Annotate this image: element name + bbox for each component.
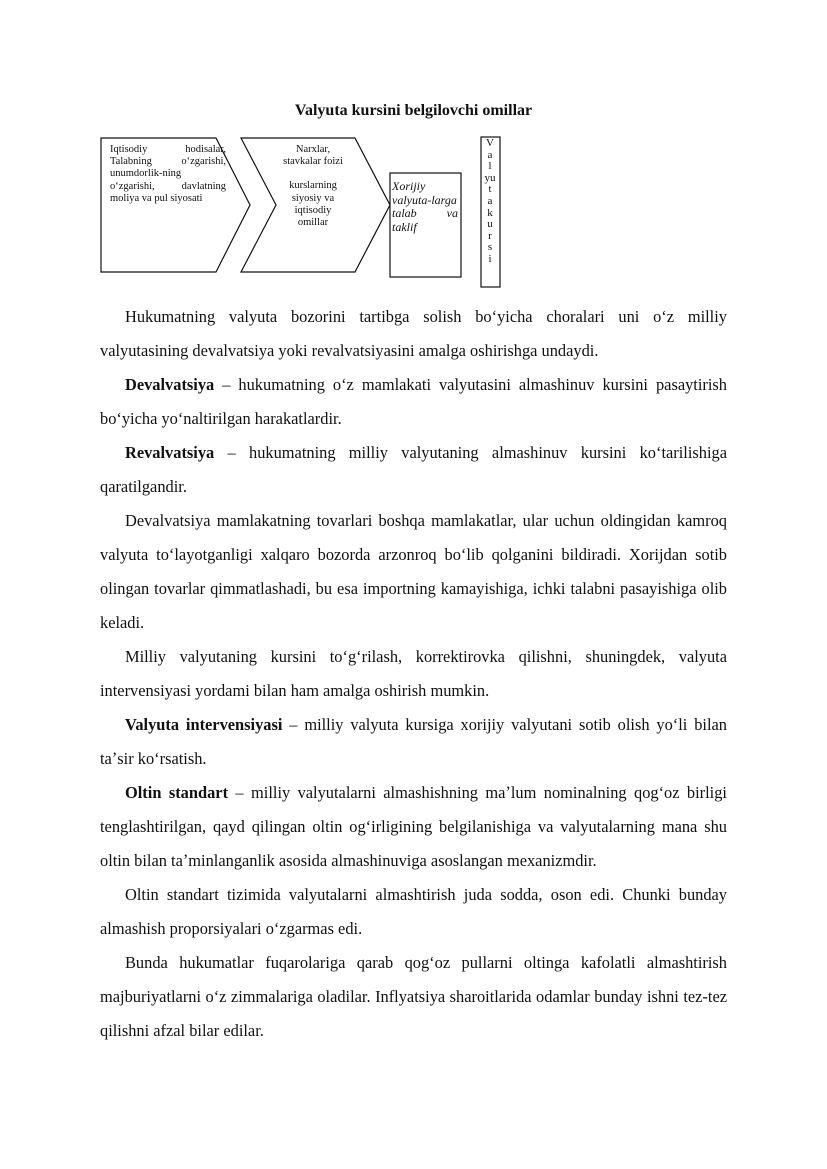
paragraph: Oltin standart – milliy valyutalarni almashishning maʼlum nominalning qogʻoz birligi tenglashtirilgan, qayd qilingan oltin ogʻirligining belgilanishiga va valyutalarning mana shu oltin bilan taʼminlanganlik asosida almashinuviga asoslangan mexanizmdir. (100, 783, 727, 870)
box-economic-text: Iqtisodiy hodisalar, Talabning oʻzgarishi, unumdorlik-ning oʻzgarishi, davlatning moliya va pul siyosati (110, 144, 226, 204)
vertical-exchange-rate-label: V a l yu t a k u r s i (484, 137, 496, 265)
body-text (100, 300, 727, 1048)
paragraph: Revalvatsiya – hukumatning milliy valyutaning almashinuv kursini koʻtarilishiga qaratilgandir. (100, 443, 727, 496)
page-title: Valyuta kursini belgilovchi omillar (294, 102, 533, 119)
box-rates-line1: Narxlar, stavkalar foizi (283, 144, 343, 168)
term: Valyuta intervensiyasi (125, 715, 283, 734)
paragraph: Devalvatsiya – hukumatning oʻz mamlakati valyutasini almashinuv kursini pasaytirish boʻyicha yoʻnaltirilgan harakatlardir. (100, 375, 727, 428)
paragraph: Hukumatning valyuta bozorini tartibga solish boʻyicha choralari uni oʻz milliy valyutasining devalvatsiya yoki revalvatsiyasini amalga oshirishga undaydi. (100, 307, 727, 360)
paragraph: Bunda hukumatlar fuqarolariga qarab qogʻoz pullarni oltinga kafolatli almashtirish majburiyatlarni oʻz zimmalariga oladilar. Inflyatsiya sharoitlarida odamlar bunday ishni tez-tez qilishni afzal bilar edilar. (100, 953, 727, 1040)
paragraph: Devalvatsiya mamlakatning tovarlari boshqa mamlakatlar, ular uchun oldingidan kamroq valyuta toʻlayotganligi xalqaro bozorda arzonroq boʻlib qolganini bildiradi. Xorijdan sotib olingan tovarlar qimmatlashadi, bu esa importning kamayishiga, ichki talabni pasayishiga olib keladi. (100, 511, 727, 632)
box-rates-text (282, 144, 344, 229)
term: Devalvatsiya (125, 375, 215, 394)
term: Revalvatsiya (125, 443, 215, 462)
box-supply-demand-text: Xorijiy valyuta-larga talab va taklif (392, 179, 458, 234)
box-rates-line2: kurslarning siyosiy va iqtisodiy omillar (289, 180, 337, 229)
paragraph: Milliy valyutaning kursini toʻgʻrilash, korrektirovka qilishni, shuningdek, valyuta intervensiyasi yordami bilan ham amalga oshirish mumkin. (100, 647, 727, 700)
paragraph: Valyuta intervensiyasi – milliy valyuta kursiga xorijiy valyutani sotib olish yoʻli bilan taʼsir koʻrsatish. (100, 715, 727, 768)
paragraph: Oltin standart tizimida valyutalarni almashtirish juda sodda, oson edi. Chunki bunday almashish proporsiyalari oʻzgarmas edi. (100, 885, 727, 938)
term: Oltin standart (125, 783, 229, 802)
